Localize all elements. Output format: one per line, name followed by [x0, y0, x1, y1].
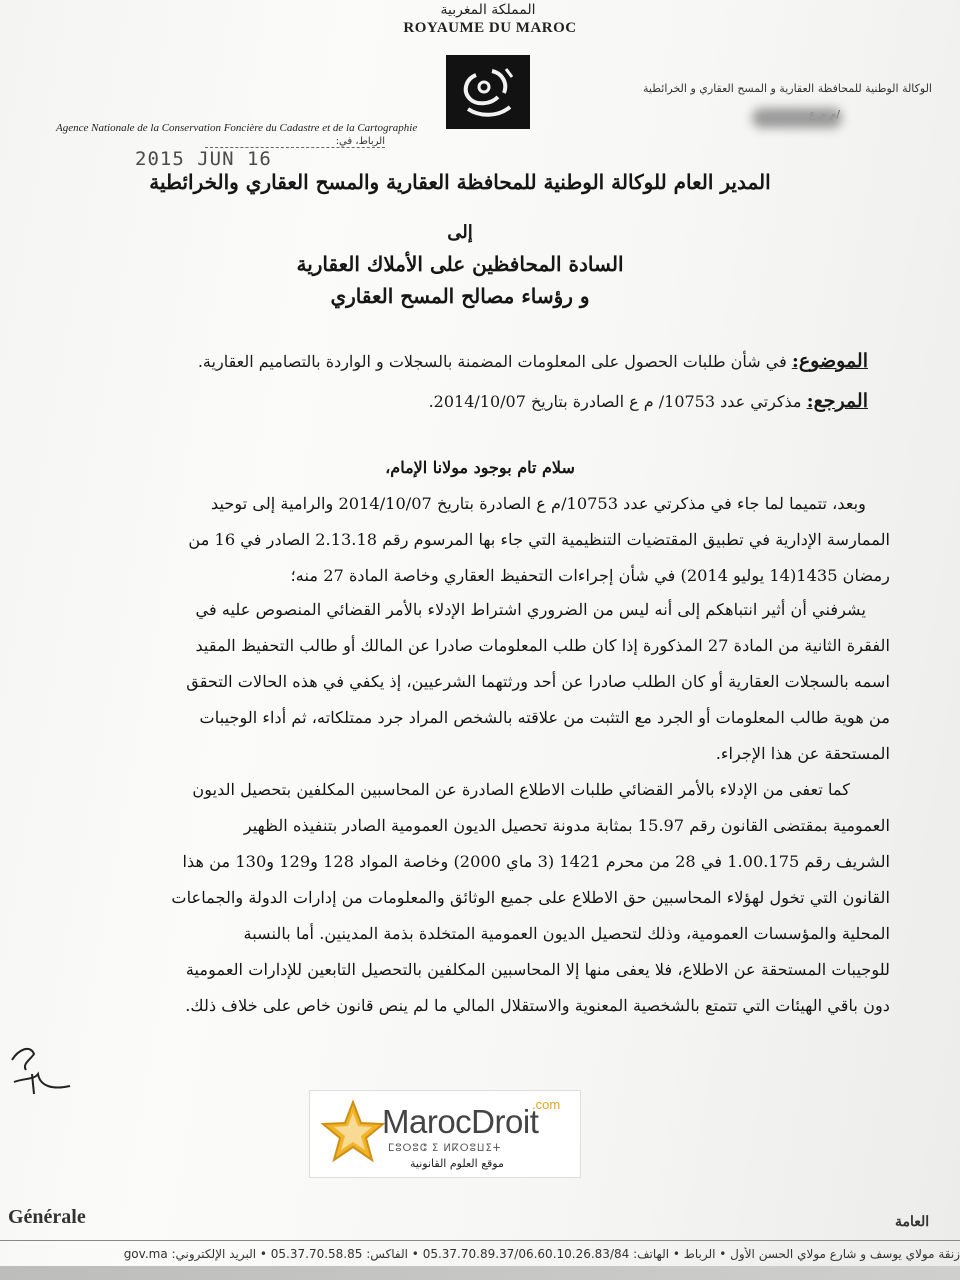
marocdroit-watermark: [309, 1090, 581, 1178]
kingdom-french: ROYAUME DU MAROC: [403, 20, 577, 36]
paragraph-line: من هوية طالب المعلومات أو الجرد مع التثبت من علاقته بالشخص المراد جرد ممتلكاته، ثم أداء الوجيبات: [199, 708, 890, 727]
redacted-number: [752, 108, 842, 128]
paragraph-line: كما تعفى من الإدلاء بالأمر القضائي طلبات الاطلاع الصادرة عن المحاسبين المكلفين بتحصيل الديون: [192, 780, 850, 799]
subject-label: الموضوع:: [791, 350, 868, 372]
reference-text: مذكرتي عدد 10753/ م ع الصادرة بتاريخ 2014/10/07.: [428, 392, 807, 411]
sender-heading: المدير العام للوكالة الوطنية للمحافظة العقارية والمسح العقاري والخرائطية: [149, 170, 771, 194]
footer-arabic: العامة: [895, 1214, 930, 1230]
subject-text: في شأن طلبات الحصول على المعلومات المضمنة بالسجلات و الواردة بالتصاميم العقارية.: [197, 352, 792, 371]
paragraph-line: الممارسة الإدارية في تطبيق المقتضيات التنظيمية التي جاء بها المرسوم رقم 2.13.18 الصادر في 16 من: [188, 530, 890, 549]
date-stamp: 2015 JUN 16: [135, 148, 272, 170]
paragraph-line: رمضان 1435(14 يوليو 2014) في شأن إجراءات التحفيظ العقاري وخاصة المادة 27 منه؛: [290, 566, 890, 585]
watermark-arabic: موقع العلوم القانونية: [410, 1157, 504, 1170]
agency-logo-icon: [446, 55, 530, 129]
watermark-name: MarocDroit: [382, 1103, 539, 1140]
subject-line: [108, 350, 868, 372]
reference-line: [108, 390, 868, 412]
to-heading: إلى: [447, 222, 473, 243]
paragraph-line: يشرفني أن أثير انتباهكم إلى أنه ليس من الضروري اشتراط الإدلاء بالأمر القضائي المنصوص عليه في: [195, 600, 866, 619]
recipients-heading-2: و رؤساء مصالح المسح العقاري: [330, 284, 590, 308]
paragraph-2: [62, 592, 890, 772]
agency-name-arabic: الوكالة الوطنية للمحافظة العقارية و المسح العقاري و الخرائطية: [643, 82, 932, 95]
handwritten-initials: [4, 1020, 94, 1100]
reference-label: المرجع:: [806, 390, 868, 412]
star-icon: [320, 1099, 386, 1165]
agency-name-french: Agence Nationale de la Conservation Foncière du Cadastre et de la Cartographie: [56, 122, 418, 134]
agency-logo: [446, 55, 530, 129]
paragraph-line: دون باقي الهيئات التي تتمتع بالشخصية المعنوية والاستقلال المالي ما لم ينص قانون خاص على خلاف ذلك.: [185, 996, 890, 1015]
kingdom-arabic: المملكة المغربية: [440, 2, 536, 18]
footer-french: Générale: [8, 1206, 86, 1228]
paragraph-line: المستحقة عن هذا الإجراء.: [715, 744, 890, 763]
paragraph-line: الفقرة الثانية من المادة 27 المذكورة إذا كان طلب المعلومات صادرا عن المالك أو طالب التحفيظ المقيد: [195, 636, 890, 655]
footer-divider: [0, 1240, 960, 1241]
paragraph-line: للوجيبات المستحقة عن الاطلاع، فلا يعفى منها إلا المحاسبين المكلفين بالتحصيل التابعين للإدارات العمومية: [185, 960, 890, 979]
paragraph-3: [62, 772, 890, 1024]
paragraph-line: الشريف رقم 1.00.175 في 28 من محرم 1421 (3 ماي 2000) وخاصة المواد 128 و129 و130 من هذا: [182, 852, 890, 871]
recipients-heading-1: السادة المحافظين على الأملاك العقارية: [296, 252, 624, 276]
paragraph-line: القانون التي تخول لهؤلاء المحاسبين حق الاطلاع على جميع الوثائق والمعلومات من إدارات الدولة والجماعات: [171, 888, 890, 907]
watermark-tifinagh: ⵎⵓⵔⵓⵛ ⵉ ⵍⴽⵔⵓⵡⵉⵜ: [388, 1143, 502, 1154]
rabat-date-line: الرباط، في:: [205, 136, 385, 148]
paragraph-line: اسمه بالسجلات العقارية أو كان الطلب صادرا عن أحد ورثتهما الشرعيين، إذ يكفي في هذه الحالات التحقق: [186, 672, 890, 691]
paragraph-1: [62, 486, 890, 594]
watermark-suffix: .com: [532, 1097, 561, 1112]
paragraph-line: العمومية بمقتضى القانون رقم 15.97 بمثابة مدونة تحصيل الديون العمومية الصادر بتنفيذه الظهير: [243, 816, 890, 835]
footer-contact: زنقة مولاي يوسف و شارع مولاي الحسن الأول • الرباط • الهاتف: 05.37.70.89.37/06.60.10.26.83/84 • الفاكس: 05.37.70.58.85 • البريد الإلكتروني: gov.ma: [123, 1247, 960, 1261]
footer-cutoff: [0, 1266, 960, 1280]
paragraph-line: وبعد، تتميما لما جاء في مذكرتي عدد 10753/م ع الصادرة بتاريخ 2014/10/07 والرامية إلى توحيد: [210, 494, 866, 513]
paragraph-line: المحلية والمؤسسات العمومية، وذلك لتحصيل الديون العمومية المتخلدة بذمة المدينين. أما بالنسبة: [243, 924, 890, 943]
salutation: سلام تام بوجود مولانا الإمام،: [385, 458, 575, 477]
